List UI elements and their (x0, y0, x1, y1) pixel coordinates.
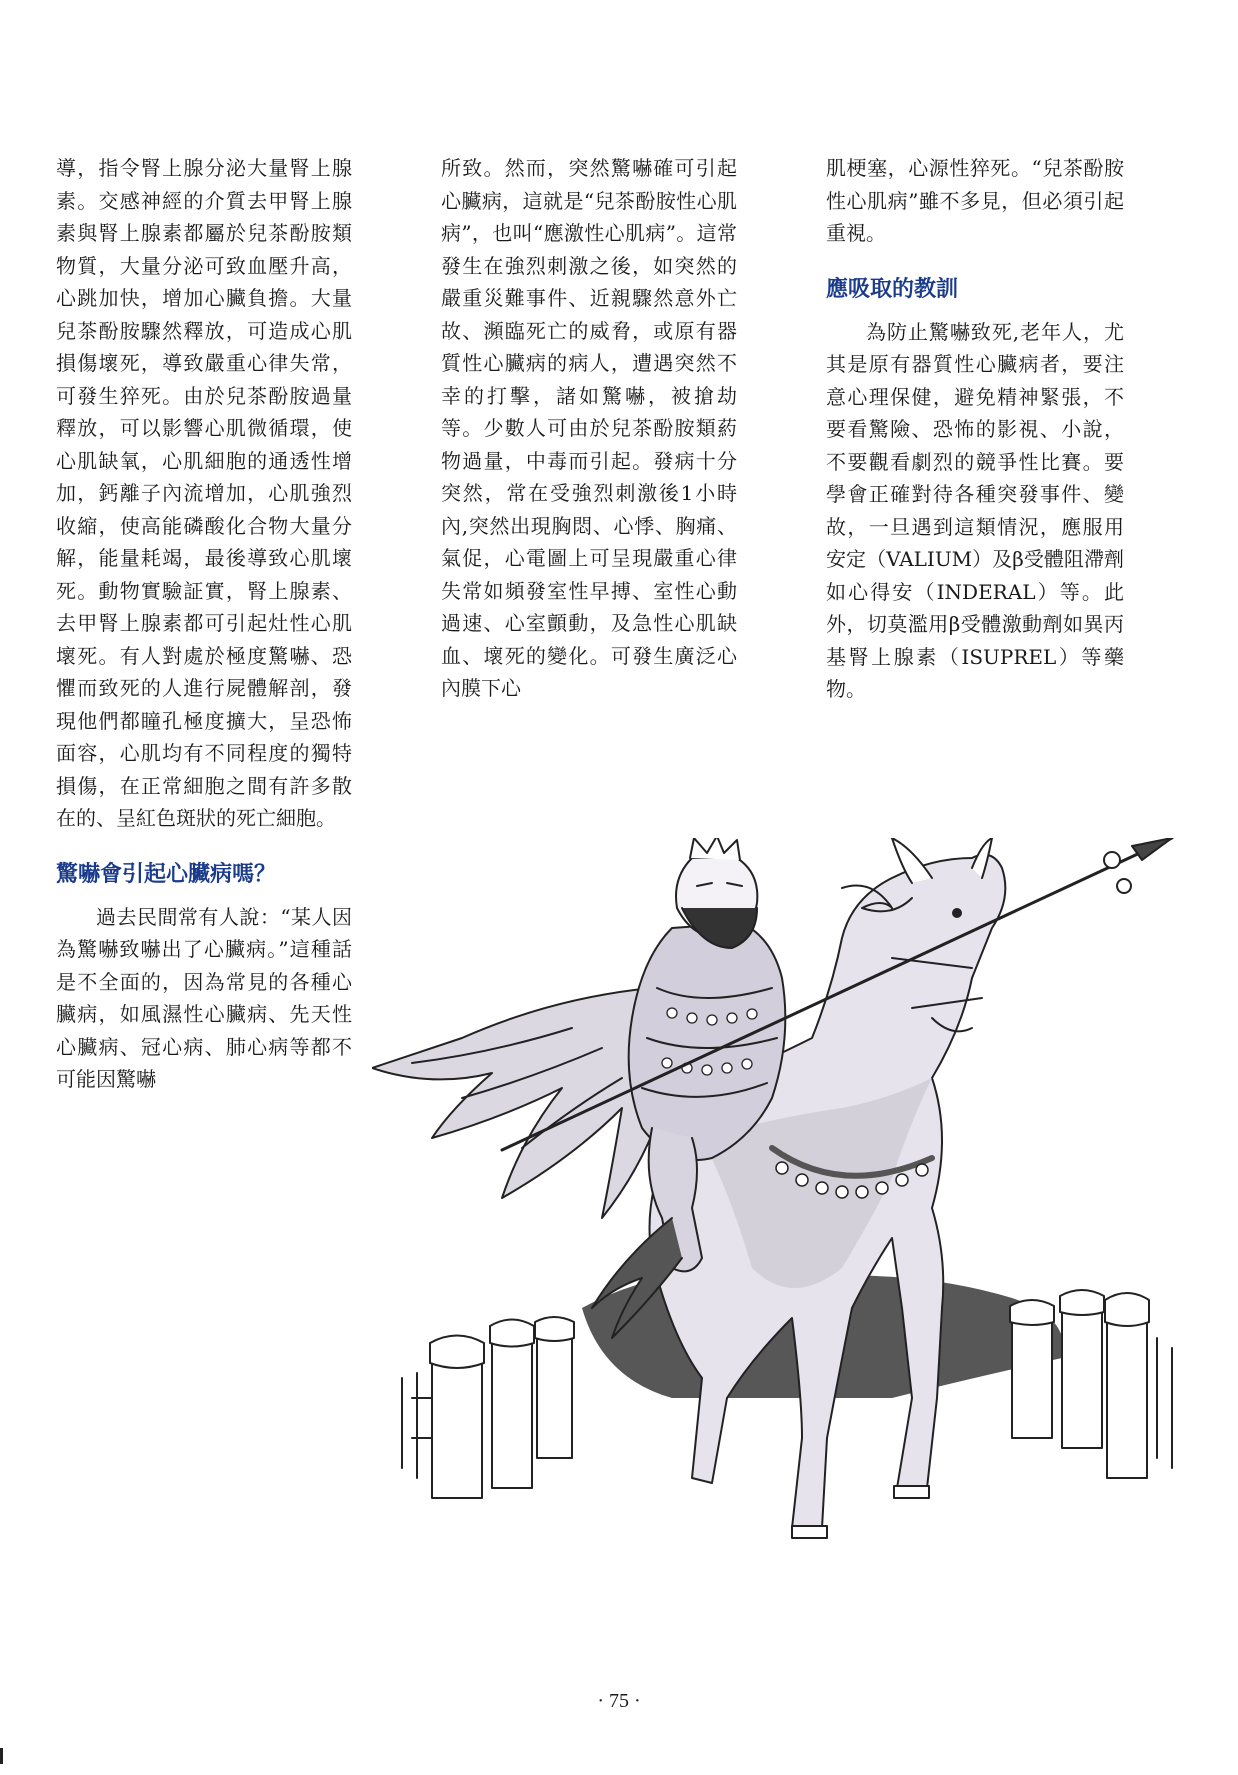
body-paragraph: 過去民間常有人說：“某人因為驚嚇致嚇出了心臟病。”這種話是不全面的，因為常見的各種心臟病，如風濕性心臟病、先天性心臟病、冠心病、肺心病等都不可能因驚嚇 (56, 904, 352, 1091)
text-column-1 (56, 152, 352, 1096)
section-heading-fright-heart-disease: 驚嚇會引起心臟病嗎？ (56, 861, 277, 887)
text-column-2 (441, 152, 737, 705)
body-paragraph: 肌梗塞，心源性猝死。“兒茶酚胺性心肌病”雖不多見，但必須引起重視。 (826, 156, 1124, 245)
body-paragraph: 所致。然而，突然驚嚇確可引起心臟病，這就是“兒茶酚胺性心肌病”，也叫“應激性心肌病”。這常發生在強烈刺激之後，如突然的嚴重災難事件、近親驟然意外亡故、瀕臨死亡的威脅，或原有器質性心臟病的病人，遭遇突然不幸的打擊，諸如驚嚇，被搶劫等。少數人可由於兒茶酚胺類葯物過量，中毒而引起。發病十分突然，常在受強烈刺激後1小時內,突然出現胸悶、心悸、胸痛、氣促，心電圖上可呈現嚴重心律失常如頻發室性早搏、室性心動過速、心室顫動，及急性心肌缺血、壞死的變化。可發生廣泛心內膜下心 (441, 156, 737, 700)
body-paragraph: 為防止驚嚇致死,老年人，尤其是原有器質性心臟病者，要注意心理保健，避免精神緊張，不要看驚險、恐怖的影視、小說，不要觀看劇烈的競爭性比賽。要學會正確對待各種突發事件、變故，一旦遇到這類情況，應服用安定（VALIUM）及β受體阻滯劑如心得安（INDERAL）等。此外，切莫濫用β受體激動劑如異丙基腎上腺素（ISUPREL）等藥物。 (826, 319, 1124, 701)
warrior-on-horse-illustration (372, 838, 1192, 1550)
left-fence-icon (402, 1317, 574, 1498)
body-paragraph: 導，指令腎上腺分泌大量腎上腺素。交感神經的介質去甲腎上腺素與腎上腺素都屬於兒茶酚胺類物質，大量分泌可致血壓升高，心跳加快，增加心臟負擔。大量兒茶酚胺驟然釋放，可造成心肌損傷壞死，導致嚴重心律失常，可發生猝死。由於兒茶酚胺過量釋放，可以影響心肌微循環，使心肌缺氧，心肌細胞的通透性增加，鈣離子內流增加，心肌強烈收縮，使高能磷酸化合物大量分解，能量耗竭，最後導致心肌壞死。動物實驗証實，腎上腺素、去甲腎上腺素都可引起灶性心肌壞死。有人對處於極度驚嚇、恐懼而致死的人進行屍體解剖，發現他們都瞳孔極度擴大，呈恐怖面容，心肌均有不同程度的獨特損傷，在正常細胞之間有許多散在的、呈紅色斑狀的死亡細胞。 (56, 156, 352, 830)
text-column-3 (826, 152, 1124, 706)
section-heading-lessons: 應吸取的教訓 (826, 276, 959, 302)
scan-edge-mark (0, 1748, 3, 1764)
page-number: · 75 · (597, 1690, 641, 1712)
right-fence-icon (1010, 1290, 1172, 1478)
